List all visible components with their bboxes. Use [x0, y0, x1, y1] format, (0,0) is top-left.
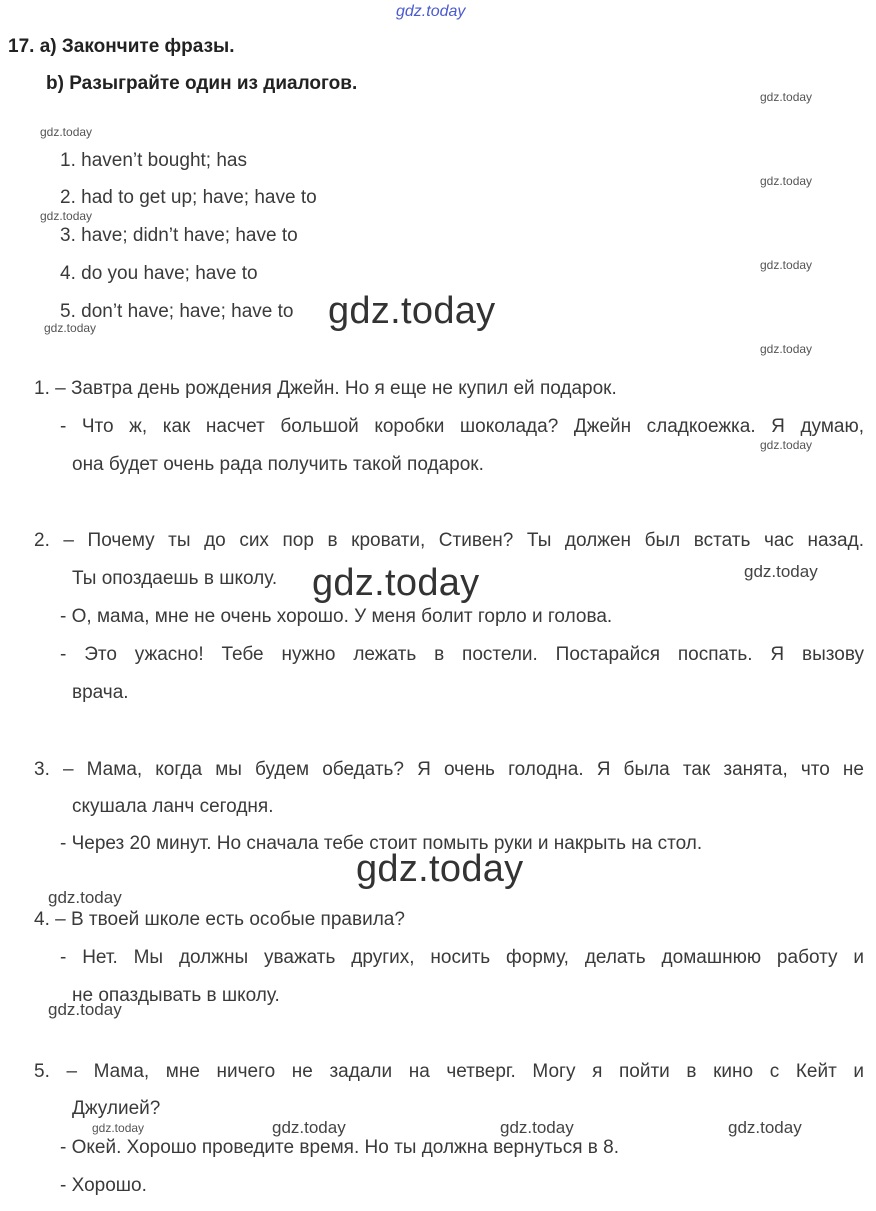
watermark-small: gdz.today — [760, 90, 813, 104]
dialogue-5-line-4: - Хорошо. — [60, 1175, 147, 1196]
dialogue-3-line-2: скушала ланч сегодня. — [72, 796, 274, 817]
dialogue-1-line-1: 1. – Завтра день рождения Джейн. Но я еще не купил ей подарок. — [34, 378, 617, 399]
task-title: 17. a) Закончите фразы. — [8, 36, 235, 57]
watermark-medium: gdz.today — [500, 1118, 574, 1137]
watermark-small: gdz.today — [40, 209, 93, 223]
dialogue-2-line-4: - Это ужасно! Тебе нужно лежать в постели. Постарайся поспать. Я вызову — [60, 644, 864, 665]
watermark-small: gdz.today — [760, 174, 813, 188]
dialogue-4-line-2: - Нет. Мы должны уважать других, носить форму, делать домашнюю работу и — [60, 947, 864, 968]
answer-3: 3. have; didn’t have; have to — [60, 225, 298, 246]
watermark-small: gdz.today — [760, 258, 813, 272]
answer-2: 2. had to get up; have; have to — [60, 187, 317, 208]
watermark-large: gdz.today — [328, 290, 496, 332]
dialogue-5-line-3: - Окей. Хорошо проведите время. Но ты должна вернуться в 8. — [60, 1137, 619, 1158]
watermark-small: gdz.today — [44, 321, 97, 335]
watermark-small: gdz.today — [760, 438, 813, 452]
dialogue-5-line-2: Джулией? — [72, 1098, 161, 1119]
watermark-medium: gdz.today — [48, 1000, 122, 1019]
watermark-small: gdz.today — [92, 1121, 145, 1135]
watermark-medium: gdz.today — [728, 1118, 802, 1137]
dialogue-4-line-3: не опаздывать в школу. — [72, 985, 280, 1006]
dialogue-1-line-2: - Что ж, как насчет большой коробки шоколада? Джейн сладкоежка. Я думаю, — [60, 416, 864, 437]
watermark-large: gdz.today — [312, 562, 480, 604]
answer-1: 1. haven’t bought; has — [60, 150, 247, 171]
dialogue-2-line-5: врача. — [72, 682, 129, 703]
watermark-medium: gdz.today — [272, 1118, 346, 1137]
task-subtitle: b) Разыграйте один из диалогов. — [46, 73, 358, 94]
dialogue-3-line-1: 3. – Мама, когда мы будем обедать? Я очень голодна. Я была так занята, что не — [34, 759, 864, 780]
dialogue-3-line-3: - Через 20 минут. Но сначала тебе стоит помыть руки и накрыть на стол. — [60, 833, 703, 854]
watermark-large: gdz.today — [356, 848, 524, 890]
dialogue-4-line-1: 4. – В твоей школе есть особые правила? — [34, 909, 405, 930]
answer-4: 4. do you have; have to — [60, 263, 258, 284]
dialogue-2-line-2: Ты опоздаешь в школу. — [72, 568, 278, 589]
dialogue-5-line-1: 5. – Мама, мне ничего не задали на четверг. Могу я пойти в кино с Кейт и — [34, 1061, 864, 1082]
answer-5: 5. don’t have; have; have to — [60, 301, 294, 322]
watermark-medium: gdz.today — [744, 562, 818, 581]
dialogue-2-line-1: 2. – Почему ты до сих пор в кровати, Стивен? Ты должен был встать час назад. — [34, 530, 864, 551]
watermark-top: gdz.today — [396, 3, 466, 20]
watermark-small: gdz.today — [760, 342, 813, 356]
watermark-small: gdz.today — [40, 125, 93, 139]
dialogue-2-line-3: - О, мама, мне не очень хорошо. У меня болит горло и голова. — [60, 606, 613, 627]
dialogue-1-line-3: она будет очень рада получить такой подарок. — [72, 454, 484, 475]
watermark-medium: gdz.today — [48, 888, 122, 907]
